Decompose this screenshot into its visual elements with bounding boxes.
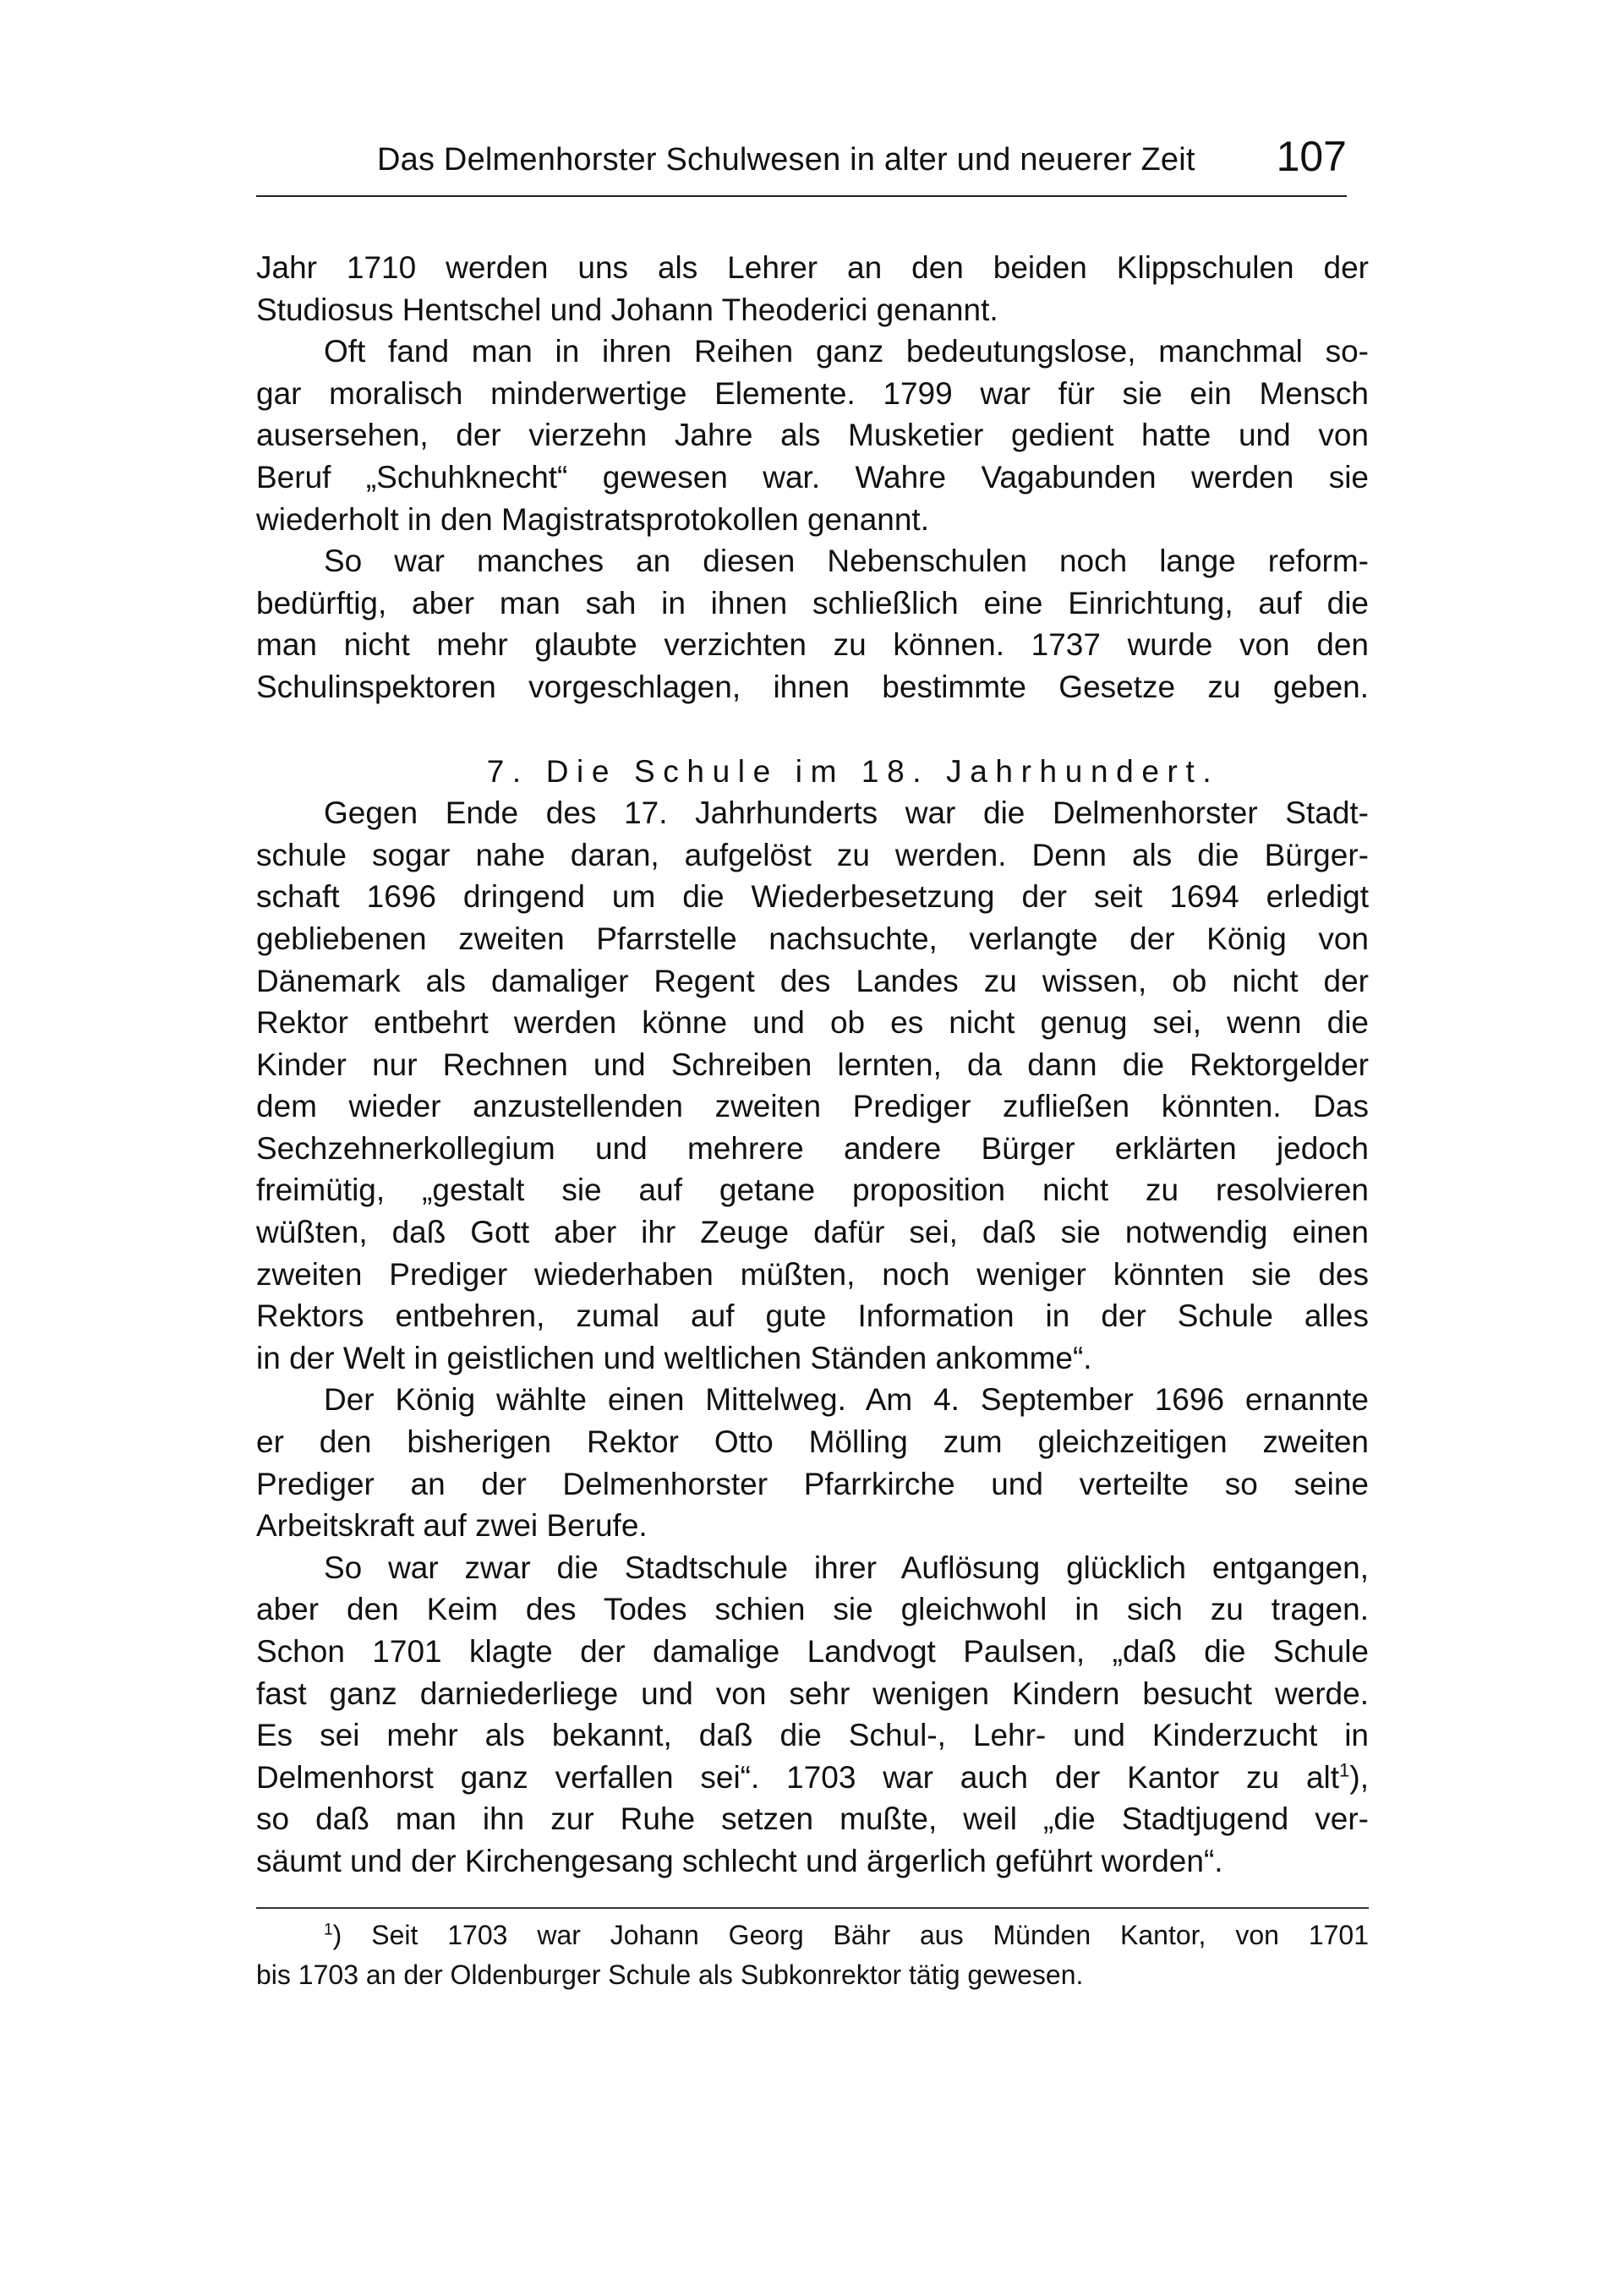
footnote [256, 1916, 1369, 1995]
text-line: schaft 1696 dringend um die Wiederbesetzung der seit 1694 erledigt [256, 879, 1369, 915]
text-line: Der König wählte einen Mittelweg. Am 4. September 1696 ernannte [324, 1382, 1369, 1418]
text-line-with-footnote-ref [256, 1757, 1369, 1799]
text-line: Oft fand man in ihren Reihen ganz bedeutungslose, manchmal so- [324, 334, 1369, 369]
text-line: Schon 1701 klagte der damalige Landvogt Paulsen, „daß die Schule [256, 1634, 1369, 1669]
text-line: bedürftig, aber man sah in ihnen schließlich eine Einrichtung, auf die [256, 585, 1369, 620]
text-line: säumt und der Kirchengesang schlecht und ärgerlich geführt worden“. [256, 1843, 1223, 1878]
text-line: zweiten Prediger wiederhaben müßten, noch weniger könnten sie des [256, 1256, 1369, 1292]
text-line: So war manches an diesen Nebenschulen noch lange reform- [324, 544, 1369, 579]
footnote-line [256, 1916, 1369, 1955]
text-line: so daß man ihn zur Ruhe setzen mußte, weil „die Stadtjugend ver- [256, 1801, 1369, 1837]
text-line: Gegen Ende des 17. Jahrhunderts war die Delmenhorster Stadt- [324, 795, 1369, 831]
text-line: wüßten, daß Gott aber ihr Zeuge dafür sei, daß sie notwendig einen [256, 1215, 1369, 1250]
footnote-rule [256, 1907, 1369, 1909]
text-line: aber den Keim des Todes schien sie gleichwohl in sich zu tragen. [256, 1592, 1369, 1627]
text-line: So war zwar die Stadtschule ihrer Auflösung glücklich entgangen, [324, 1550, 1369, 1585]
text-line: Studiosus Hentschel und Johann Theoderici genannt. [256, 292, 998, 327]
running-title: Das Delmenhorster Schulwesen in alter und neuerer Zeit [377, 142, 1195, 178]
text-line: dem wieder anzustellenden zweiten Prediger zufließen könnten. Das [256, 1089, 1369, 1124]
text-line: Arbeitskraft auf zwei Berufe. [256, 1508, 648, 1544]
text-line: gar moralisch minderwertige Elemente. 1799 war für sie ein Mensch [256, 375, 1369, 411]
footnote-reference: 1 [1339, 1759, 1350, 1781]
footnote-text: ) Seit 1703 war Johann Georg Bähr aus Münden Kantor, von 1701 [332, 1920, 1369, 1950]
text-line: man nicht mehr glaubte verzichten zu können. 1737 wurde von den [256, 627, 1369, 663]
text-line: Es sei mehr als bekannt, daß die Schul-, Lehr- und Kinderzucht in [256, 1718, 1369, 1753]
text-line: Sechzehnerkollegium und mehrere andere Bürger erklärten jedoch [256, 1130, 1369, 1166]
text-line: schule sogar nahe daran, aufgelöst zu werden. Denn als die Bürger- [256, 837, 1369, 872]
text-line: Schulinspektoren vorgeschlagen, ihnen bestimmte Gesetze zu geben. [256, 669, 1369, 704]
text-line: gebliebenen zweiten Pfarrstelle nachsuchte, verlangte der König von [256, 921, 1369, 956]
text-line: Rektors entbehren, zumal auf gute Information in der Schule alles [256, 1298, 1369, 1334]
text-line: Prediger an der Delmenhorster Pfarrkirche und verteilte so seine [256, 1466, 1369, 1501]
text-line: ausersehen, der vierzehn Jahre als Musketier gedient hatte und von [256, 418, 1369, 453]
text-line: freimütig, „gestalt sie auf getane proposition nicht zu resolvieren [256, 1173, 1369, 1208]
text-line: Jahr 1710 werden uns als Lehrer an den beiden Klippschulen der [256, 250, 1369, 285]
body-text [256, 247, 1369, 1883]
text-line: Kinder nur Rechnen und Schreiben lernten, da dann die Rektorgelder [256, 1047, 1369, 1082]
text-line: in der Welt in geistlichen und weltlichen Ständen ankomme“. [256, 1340, 1092, 1375]
text-fragment: Delmenhorst ganz verfallen sei“. 1703 war auch der Kantor zu alt [256, 1759, 1340, 1795]
header-rule [256, 195, 1347, 197]
page-number: 107 [1276, 133, 1347, 180]
footnote-marker: 1 [324, 1921, 333, 1939]
section-heading: 7. Die Schule im 18. Jahrhundert. [486, 753, 1220, 789]
text-line: Dänemark als damaliger Regent des Landes zu wissen, ob nicht der [256, 963, 1369, 998]
text-line: er den bisherigen Rektor Otto Mölling zum gleichzeitigen zweiten [256, 1424, 1369, 1460]
text-line: fast ganz darniederliege und von sehr wenigen Kindern besucht werde. [256, 1676, 1369, 1711]
footnote-line: bis 1703 an der Oldenburger Schule als Subkonrektor tätig gewesen. [256, 1960, 1084, 1990]
running-head [256, 128, 1347, 196]
text-line: Rektor entbehrt werden könne und ob es nicht genug sei, wenn die [256, 1005, 1369, 1041]
text-line: wiederholt in den Magistratsprotokollen genannt. [256, 501, 929, 537]
text-line: Beruf „Schuhknecht“ gewesen war. Wahre Vagabunden werden sie [256, 459, 1369, 495]
text-fragment: ), [1349, 1759, 1369, 1795]
